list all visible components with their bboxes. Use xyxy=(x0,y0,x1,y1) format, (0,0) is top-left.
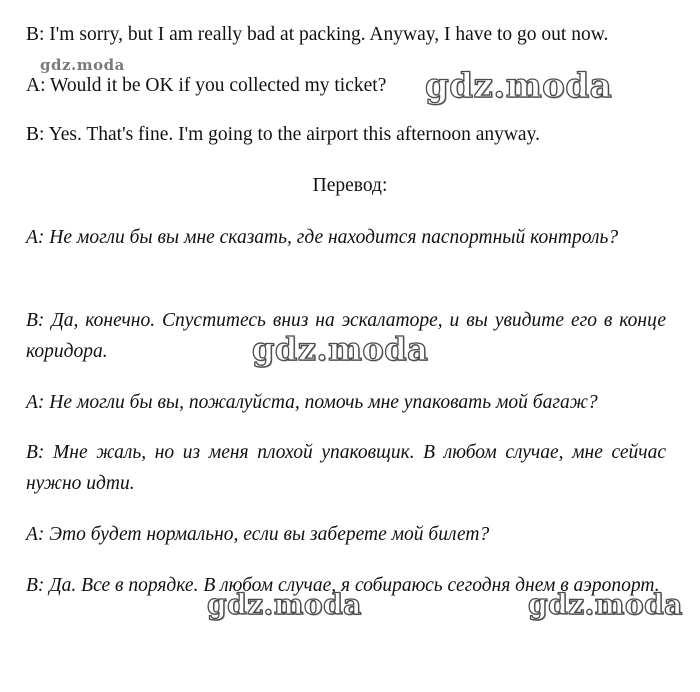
watermark-bottom-right: gdz.moda xyxy=(528,588,683,621)
translation-para-1: A: Не могли бы вы мне сказать, где находится паспортный контроль? xyxy=(26,227,619,248)
watermark-small: gdz.moda xyxy=(40,56,125,74)
translation-heading: Перевод: xyxy=(312,175,388,196)
watermark-middle: gdz.moda xyxy=(252,330,429,368)
english-line-b2: B: Yes. That's fine. I'm going to the airport this afternoon anyway. xyxy=(26,124,540,145)
watermark-top: gdz.moda xyxy=(425,66,613,106)
translation-para-5: A: Это будет нормально, если вы заберете мой билет? xyxy=(26,524,490,545)
translation-para-3: A: Не могли бы вы, пожалуйста, помочь мне упаковать мой багаж? xyxy=(26,392,598,413)
watermark-bottom-left: gdz.moda xyxy=(207,588,362,621)
english-line-a1: A: Would it be OK if you collected my ticket? xyxy=(26,75,387,96)
translation-para-6: B: Да. Все в порядке. В любом случае, я собираюсь сегодня днем в аэропорт. xyxy=(26,575,660,596)
english-line-b1: B: I'm sorry, but I am really bad at packing. Anyway, I have to go out now. xyxy=(26,24,609,45)
translation-para-2: B: Да, конечно. Спуститесь вниз на эскалаторе, и вы увидите его в конце коридора. xyxy=(26,310,666,362)
translation-para-4: B: Мне жаль, но из меня плохой упаковщик. В любом случае, мне сейчас нужно идти. xyxy=(26,442,666,494)
